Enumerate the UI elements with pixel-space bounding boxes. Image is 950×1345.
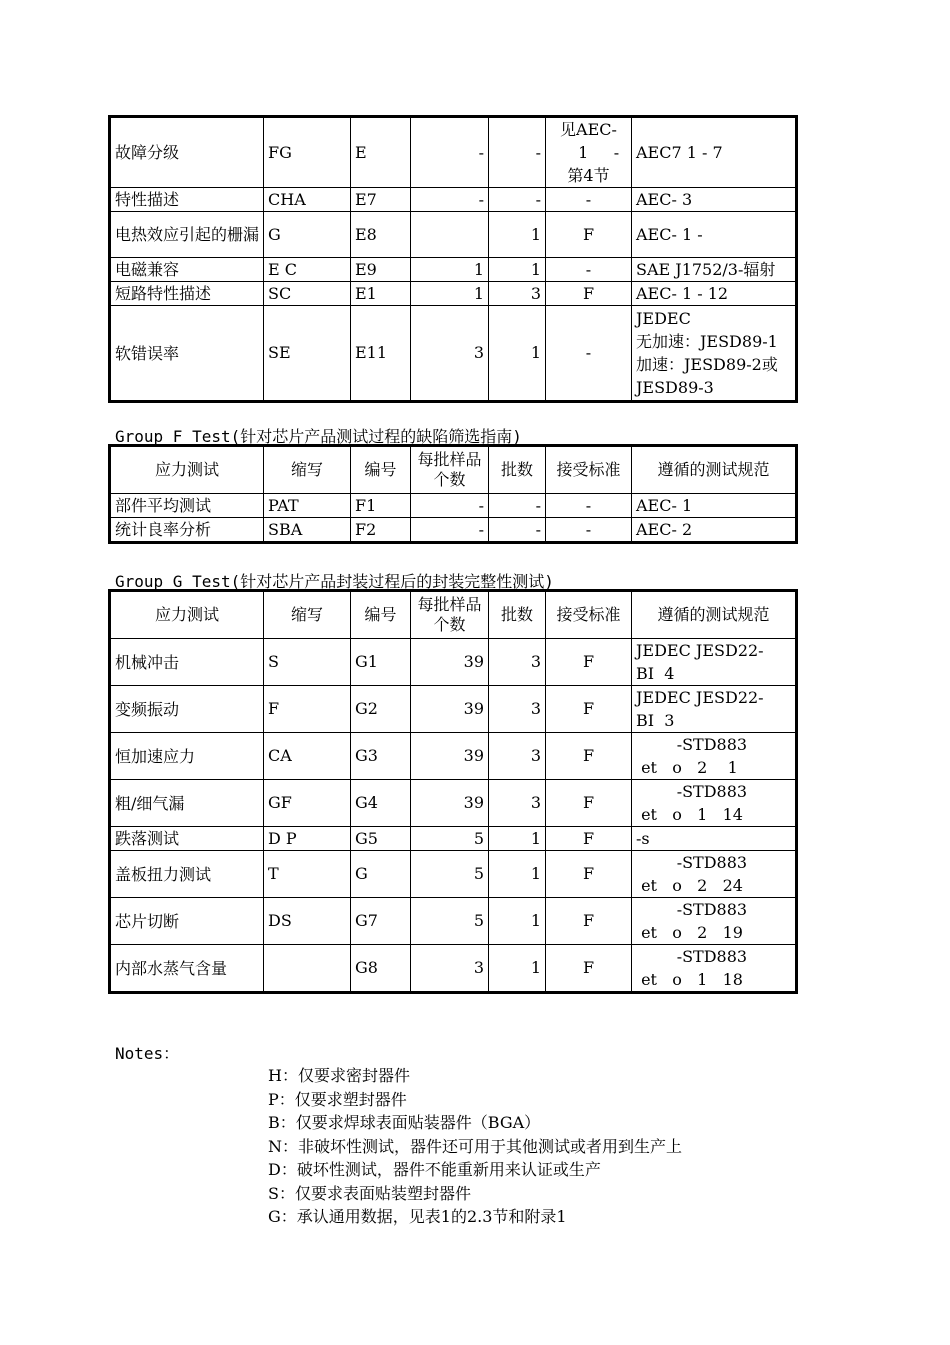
cell-lots: - xyxy=(489,117,546,188)
cell-lots: 3 xyxy=(489,733,546,780)
header-abbr: 缩写 xyxy=(264,446,351,494)
cell-name: 电热效应引起的栅漏 xyxy=(110,212,264,258)
cell-standard: -STD883 et o 1 14 xyxy=(632,780,797,827)
group-g-body xyxy=(110,639,797,993)
cell-accept: F xyxy=(546,212,632,258)
table-row xyxy=(110,258,797,282)
cell-abbr: PAT xyxy=(264,494,351,518)
cell-lots: 1 xyxy=(489,945,546,993)
cell-lots: 1 xyxy=(489,898,546,945)
cell-name: 粗/细气漏 xyxy=(110,780,264,827)
note-item: G：承认通用数据，见表1的2.3节和附录1 xyxy=(268,1207,567,1226)
cell-num: G4 xyxy=(351,780,411,827)
cell-num: G3 xyxy=(351,733,411,780)
cell-lots: 3 xyxy=(489,780,546,827)
cell-name: 短路特性描述 xyxy=(110,282,264,306)
group-g-table xyxy=(108,589,798,994)
cell-name: 统计良率分析 xyxy=(110,518,264,543)
cell-samples: 5 xyxy=(411,827,489,851)
cell-abbr: GF xyxy=(264,780,351,827)
cell-abbr: G xyxy=(264,212,351,258)
cell-name: 内部水蒸气含量 xyxy=(110,945,264,993)
cell-abbr: DS xyxy=(264,898,351,945)
cell-samples: 5 xyxy=(411,851,489,898)
cell-name: 软错误率 xyxy=(110,306,264,402)
cell-abbr xyxy=(264,945,351,993)
table-row xyxy=(110,494,797,518)
cell-accept: - xyxy=(546,518,632,543)
cell-standard: -s xyxy=(632,827,797,851)
cell-abbr: D P xyxy=(264,827,351,851)
cell-abbr: S xyxy=(264,639,351,686)
table-row xyxy=(110,212,797,258)
header-abbr: 缩写 xyxy=(264,591,351,639)
notes-title: Notes： xyxy=(115,1044,180,1063)
cell-lots: 1 xyxy=(489,212,546,258)
cell-samples: 1 xyxy=(411,282,489,306)
cell-abbr: F xyxy=(264,686,351,733)
header-stress-test: 应力测试 xyxy=(110,591,264,639)
table-row xyxy=(110,188,797,212)
table-row xyxy=(110,733,797,780)
cell-standard: -STD883 et o 2 1 xyxy=(632,733,797,780)
table-row xyxy=(110,898,797,945)
table-row xyxy=(110,282,797,306)
cell-samples: - xyxy=(411,117,489,188)
table-row xyxy=(110,117,797,188)
table-row xyxy=(110,639,797,686)
cell-samples: 5 xyxy=(411,898,489,945)
cell-accept: F xyxy=(546,898,632,945)
cell-samples: 39 xyxy=(411,780,489,827)
cell-abbr: SBA xyxy=(264,518,351,543)
cell-num: E1 xyxy=(351,282,411,306)
table-row xyxy=(110,686,797,733)
cell-lots: - xyxy=(489,494,546,518)
group-f-body xyxy=(110,494,797,543)
cell-samples xyxy=(411,212,489,258)
header-samples: 每批样品个数 xyxy=(411,446,489,494)
cell-standard: -STD883 et o 1 18 xyxy=(632,945,797,993)
cell-num: E7 xyxy=(351,188,411,212)
cell-num: F1 xyxy=(351,494,411,518)
cell-accept: - xyxy=(546,258,632,282)
cell-accept: - xyxy=(546,494,632,518)
group-f-caption: Group F Test(针对芯片产品测试过程的缺陷筛选指南) xyxy=(115,427,522,446)
cell-num: E9 xyxy=(351,258,411,282)
header-accept: 接受标准 xyxy=(546,446,632,494)
cell-lots: 3 xyxy=(489,686,546,733)
cell-name: 盖板扭力测试 xyxy=(110,851,264,898)
table-row xyxy=(110,851,797,898)
cell-samples: - xyxy=(411,518,489,543)
table-row xyxy=(110,827,797,851)
header-lots: 批数 xyxy=(489,591,546,639)
cell-abbr: T xyxy=(264,851,351,898)
cell-lots: - xyxy=(489,188,546,212)
cell-lots: 1 xyxy=(489,827,546,851)
cell-abbr: CA xyxy=(264,733,351,780)
header-accept: 接受标准 xyxy=(546,591,632,639)
group-f-table xyxy=(108,444,798,544)
cell-lots: 3 xyxy=(489,639,546,686)
cell-standard: AEC- 3 xyxy=(632,188,797,212)
cell-samples: 39 xyxy=(411,686,489,733)
cell-accept: F xyxy=(546,686,632,733)
cell-abbr: FG xyxy=(264,117,351,188)
cell-num: E8 xyxy=(351,212,411,258)
note-item: P：仅要求塑封器件 xyxy=(268,1089,407,1109)
cell-samples: 39 xyxy=(411,733,489,780)
group-g-header-row xyxy=(110,591,797,639)
note-item: N：非破坏性测试，器件还可用于其他测试或者用到生产上 xyxy=(268,1136,683,1156)
cell-standard: AEC7 1 - 7 xyxy=(632,117,797,188)
group-e-body xyxy=(110,117,797,402)
cell-samples: 3 xyxy=(411,306,489,402)
cell-abbr: E C xyxy=(264,258,351,282)
header-samples: 每批样品个数 xyxy=(411,591,489,639)
table-row xyxy=(110,780,797,827)
note-item: D：破坏性测试，器件不能重新用来认证或生产 xyxy=(268,1160,601,1179)
cell-lots: 3 xyxy=(489,282,546,306)
cell-samples: - xyxy=(411,188,489,212)
cell-lots: 1 xyxy=(489,258,546,282)
cell-standard: AEC- 2 xyxy=(632,518,797,543)
cell-samples: 3 xyxy=(411,945,489,993)
cell-num: G2 xyxy=(351,686,411,733)
cell-samples: 1 xyxy=(411,258,489,282)
cell-name: 恒加速应力 xyxy=(110,733,264,780)
cell-standard: SAE J1752/3-辐射 xyxy=(632,258,797,282)
header-number: 编号 xyxy=(351,591,411,639)
cell-name: 变频振动 xyxy=(110,686,264,733)
cell-accept: F xyxy=(546,945,632,993)
cell-num: G8 xyxy=(351,945,411,993)
table-row xyxy=(110,945,797,993)
cell-standard: JEDEC 无加速：JESD89-1 加速：JESD89-2或 JESD89-3 xyxy=(632,306,797,402)
cell-accept: F xyxy=(546,733,632,780)
cell-standard: -STD883 et o 2 19 xyxy=(632,898,797,945)
cell-name: 故障分级 xyxy=(110,117,264,188)
cell-accept: F xyxy=(546,851,632,898)
cell-accept: F xyxy=(546,780,632,827)
cell-standard: JEDEC JESD22- BI 3 xyxy=(632,686,797,733)
group-e-table xyxy=(108,115,798,403)
notes-list xyxy=(268,1064,682,1229)
cell-name: 机械冲击 xyxy=(110,639,264,686)
group-g-caption: Group G Test(针对芯片产品封装过程后的封装完整性测试) xyxy=(115,572,554,591)
cell-accept: - xyxy=(546,306,632,402)
cell-num: G7 xyxy=(351,898,411,945)
note-item: S：仅要求表面贴装塑封器件 xyxy=(268,1183,471,1203)
cell-accept: 见AEC- 1 - 第4节 xyxy=(546,117,632,188)
cell-standard: AEC- 1 xyxy=(632,494,797,518)
cell-num: E11 xyxy=(351,306,411,402)
header-standard: 遵循的测试规范 xyxy=(632,591,797,639)
cell-name: 电磁兼容 xyxy=(110,258,264,282)
cell-lots: 1 xyxy=(489,851,546,898)
cell-name: 芯片切断 xyxy=(110,898,264,945)
cell-standard: AEC- 1 - 12 xyxy=(632,282,797,306)
cell-name: 部件平均测试 xyxy=(110,494,264,518)
cell-accept: F xyxy=(546,827,632,851)
cell-lots: - xyxy=(489,518,546,543)
cell-num: E xyxy=(351,117,411,188)
cell-name: 特性描述 xyxy=(110,188,264,212)
cell-name: 跌落测试 xyxy=(110,827,264,851)
cell-abbr: CHA xyxy=(264,188,351,212)
header-lots: 批数 xyxy=(489,446,546,494)
cell-standard: AEC- 1 - xyxy=(632,212,797,258)
cell-num: G5 xyxy=(351,827,411,851)
cell-accept: F xyxy=(546,282,632,306)
cell-accept: - xyxy=(546,188,632,212)
cell-abbr: SE xyxy=(264,306,351,402)
group-f-header-row xyxy=(110,446,797,494)
note-item: H：仅要求密封器件 xyxy=(268,1066,410,1085)
cell-samples: 39 xyxy=(411,639,489,686)
cell-standard: -STD883 et o 2 24 xyxy=(632,851,797,898)
header-standard: 遵循的测试规范 xyxy=(632,446,797,494)
cell-num: F2 xyxy=(351,518,411,543)
cell-abbr: SC xyxy=(264,282,351,306)
cell-standard: JEDEC JESD22- BI 4 xyxy=(632,639,797,686)
cell-num: G1 xyxy=(351,639,411,686)
table-row xyxy=(110,518,797,543)
cell-samples: - xyxy=(411,494,489,518)
cell-lots: 1 xyxy=(489,306,546,402)
header-stress-test: 应力测试 xyxy=(110,446,264,494)
cell-accept: F xyxy=(546,639,632,686)
table-row xyxy=(110,306,797,402)
note-item: B：仅要求焊球表面贴装器件（BGA） xyxy=(268,1113,541,1132)
cell-num: G xyxy=(351,851,411,898)
header-number: 编号 xyxy=(351,446,411,494)
